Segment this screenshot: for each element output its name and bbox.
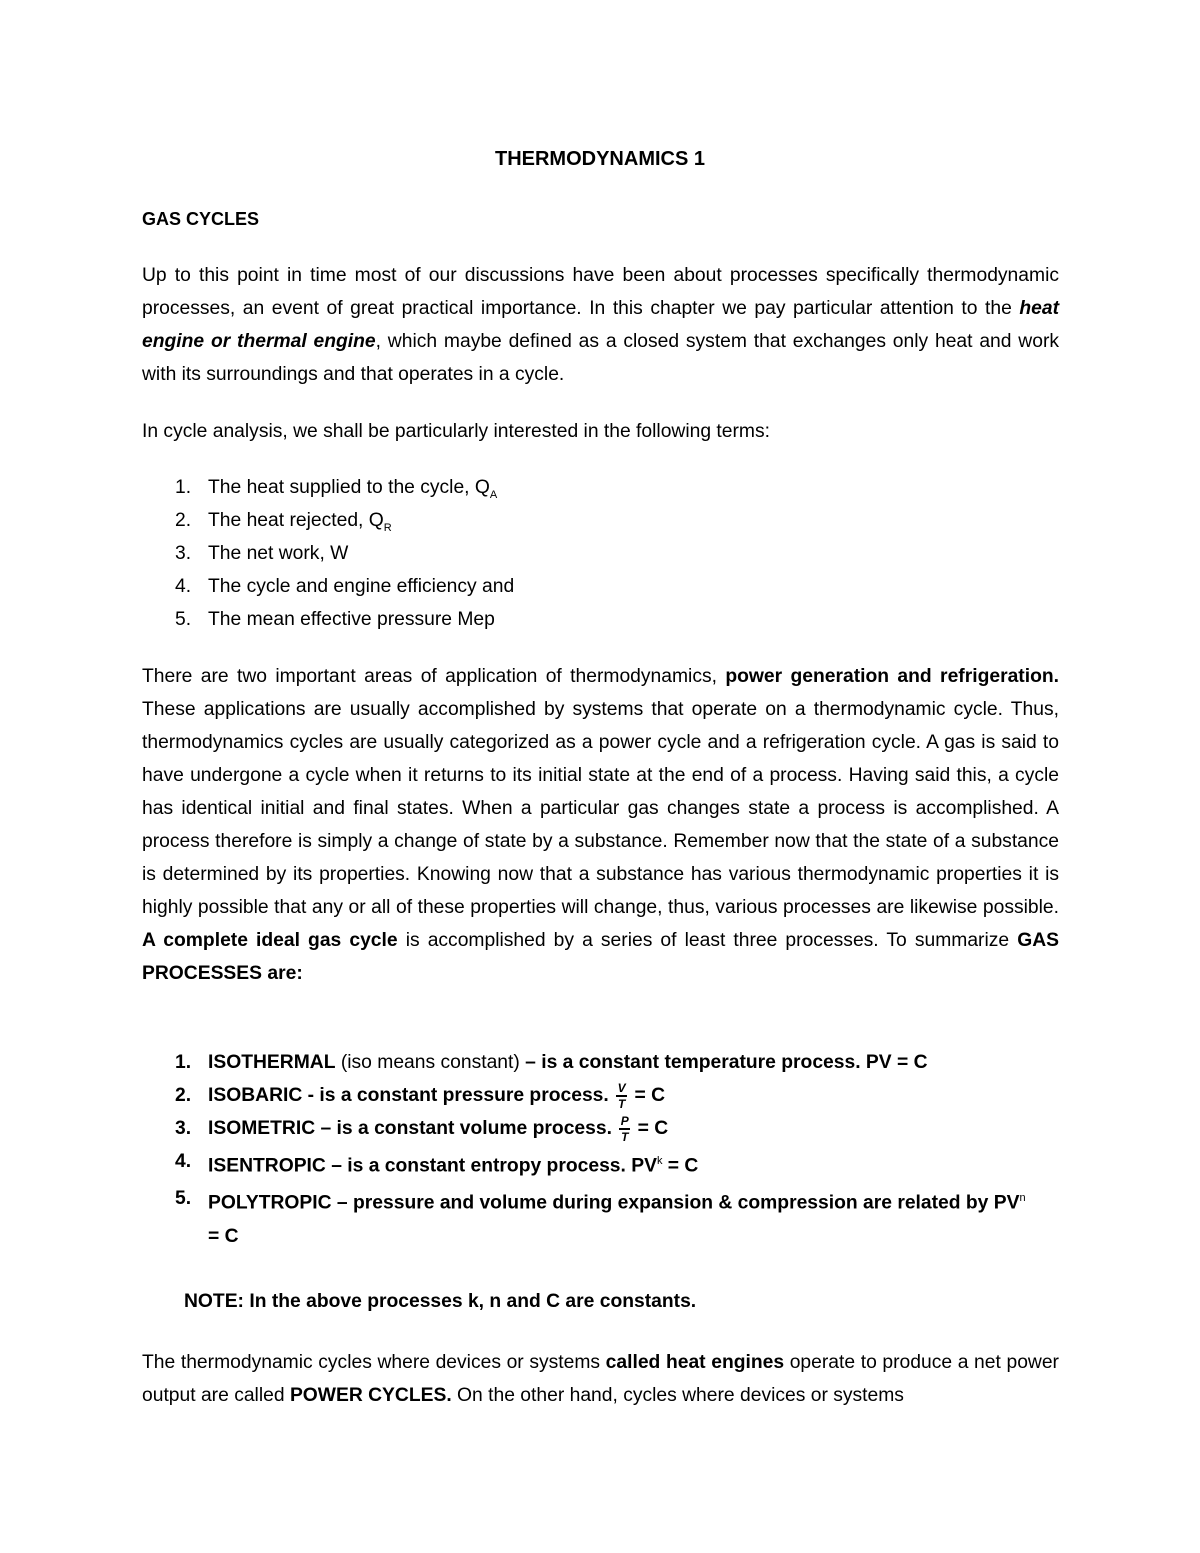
- bold-text: called heat engines: [605, 1352, 785, 1373]
- terms-intro-paragraph: In cycle analysis, we shall be particularly interested in the following terms:: [142, 421, 770, 442]
- bold-text: GAS PROCESSES are:: [142, 930, 1060, 984]
- list-number: 2.: [175, 510, 192, 531]
- intro-paragraph: [142, 259, 1059, 391]
- subscript: A: [489, 488, 498, 501]
- fraction: $\frac{P}{T}$: [620, 1113, 629, 1144]
- superscript: n: [1019, 1192, 1026, 1205]
- list-text: ISENTROPIC – is a constant entropy process. $PV^k = C$: [208, 1155, 699, 1177]
- text-run: Up to this point in time most of our discussions have been about processes specifically thermodynamic processes, an event of great practical importance. In this chapter we pay particular attention to the: [142, 265, 1059, 319]
- list-number: 3.: [175, 1118, 192, 1139]
- list-item: [142, 1046, 1042, 1079]
- list-item: [142, 1079, 1042, 1112]
- terms-list: [142, 471, 514, 636]
- gas-processes-list: [142, 1046, 1042, 1253]
- subscript: R: [383, 521, 392, 534]
- list-text: The heat rejected, $Q_R$: [208, 510, 392, 534]
- list-text: POLYTROPIC – pressure and volume during expansion & compression are related by $PV^n = C$: [208, 1192, 1026, 1247]
- page-title: THERMODYNAMICS 1: [494, 148, 705, 170]
- list-text: The heat supplied to the cycle, $Q_A$: [208, 477, 498, 501]
- list-item: [142, 471, 514, 504]
- list-number: 4.: [175, 576, 192, 597]
- bold-text: power generation and refrigeration.: [725, 666, 1059, 687]
- list-number: 3.: [175, 543, 192, 564]
- list-text: ISOBARIC - is a constant pressure process. $\frac{V}{T}$ = C: [208, 1080, 666, 1111]
- list-text: ISOTHERMAL (iso means constant) – is a constant temperature process. PV = C: [208, 1052, 928, 1073]
- list-item: [142, 537, 514, 570]
- list-item: [142, 570, 514, 603]
- list-text: The cycle and engine efficiency and: [208, 576, 515, 597]
- bold-text: POWER CYCLES.: [289, 1385, 452, 1406]
- list-text: ISOMETRIC – is a constant volume process. $\frac{P}{T}$ = C: [208, 1113, 669, 1144]
- list-text: The net work, W: [208, 543, 349, 564]
- list-number: 5.: [175, 1188, 192, 1210]
- list-number: 4.: [175, 1151, 192, 1172]
- text-run: , which maybe defined as a closed system that exchanges only heat and work with its surroundings and that operates in a cycle.: [142, 331, 1059, 385]
- section-heading: GAS CYCLES: [142, 209, 260, 229]
- list-number: 5.: [175, 609, 192, 630]
- applications-paragraph: There are two important areas of application of thermodynamics, power generation and refrigeration. These applications are usually accomplished by systems that operate on a thermodynamic cycle. Thus, thermodynamics cycles are usually categorized as a power cycle and a refrigeration cycle. A gas is said to have undergone a cycle when it returns to its initial state at the end of a process. Having said this, a cycle has identical initial and final states. When a particular gas changes state a process is accomplished. A process therefore is simply a change of state by a substance. Remember now that the state of a substance is determined by its properties. Knowing now that a substance has various thermodynamic properties it is highly possible that any or all of these properties will change, thus, various processes are likewise possible. A complete ideal gas cycle is accomplished by a series of least three processes. To summarize GAS PROCESSES are:: [142, 666, 1060, 984]
- note-text: NOTE: In the above processes k, n and C are constants.: [184, 1291, 697, 1312]
- list-item: [142, 1182, 1042, 1252]
- emphasis-text: heat engine or thermal engine: [142, 298, 1059, 352]
- list-number: 1.: [175, 477, 192, 498]
- superscript: k: [656, 1155, 663, 1167]
- list-item: [142, 504, 514, 537]
- list-item: [142, 1112, 1042, 1145]
- list-item: [142, 1145, 1042, 1182]
- list-number: 1.: [175, 1052, 192, 1073]
- list-item: [142, 603, 514, 636]
- list-number: 2.: [175, 1085, 192, 1106]
- power-cycles-paragraph: The thermodynamic cycles where devices or systems called heat engines operate to produce a net power output are called POWER CYCLES. On the other hand, cycles where devices or systems: [142, 1352, 1059, 1406]
- list-text: The mean effective pressure Mep: [208, 609, 495, 630]
- bold-text: A complete ideal gas cycle: [142, 930, 398, 951]
- fraction: $\frac{V}{T}$: [617, 1080, 626, 1111]
